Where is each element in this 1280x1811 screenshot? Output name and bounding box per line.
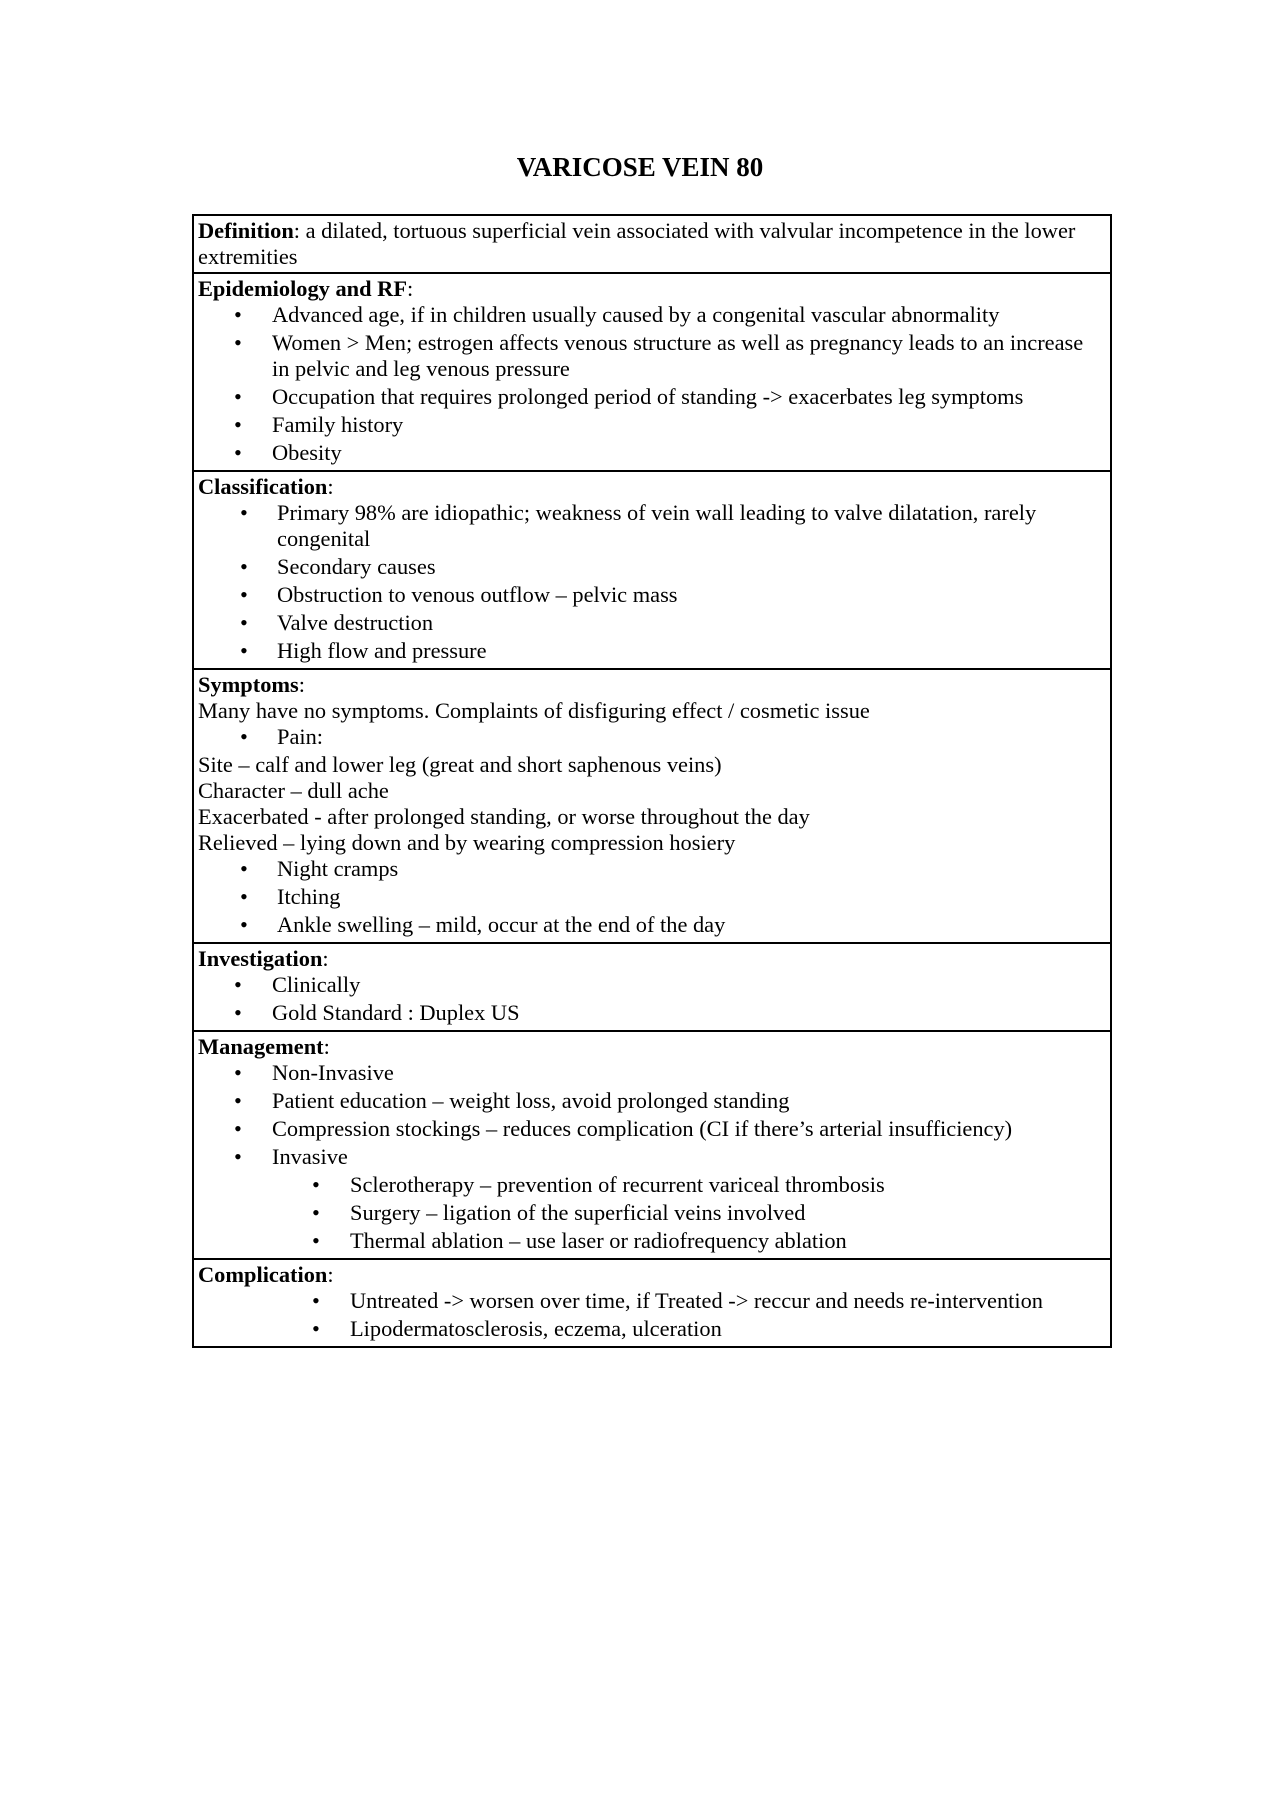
list-item: • Non-Invasive [198, 1060, 1106, 1086]
pain-relieved: Relieved – lying down and by wearing compression hosiery [198, 830, 736, 855]
list-item: • Ankle swelling – mild, occur at the end of the day [198, 912, 1106, 938]
epidemiology-heading: Epidemiology and RF [198, 276, 408, 301]
definition-text: : a dilated, tortuous superficial vein associated with valvular incompetence in the lower extremities [198, 218, 1076, 269]
management-heading-line [198, 1034, 1106, 1060]
list-item: • Valve destruction [198, 610, 1106, 636]
definition-heading: Definition [198, 218, 294, 243]
list-item: • Untreated -> worsen over time, if Treated -> reccur and needs re-intervention [198, 1288, 1106, 1314]
list-item: • Primary 98% are idiopathic; weakness of vein wall leading to valve dilatation, rarely congenital [198, 500, 1106, 552]
symptoms-section [194, 668, 1110, 942]
list-item: • Secondary causes [198, 554, 1106, 580]
epidemiology-list [198, 302, 1106, 466]
list-item: • Family history [198, 412, 1106, 438]
list-item: • Patient education – weight loss, avoid prolonged standing [198, 1088, 1106, 1114]
list-item: • Compression stockings – reduces complication (CI if there’s arterial insufficiency) [198, 1116, 1106, 1142]
pain-list [198, 724, 1106, 750]
list-item: • Itching [198, 884, 1106, 910]
list-item: • Obesity [198, 440, 1106, 466]
list-item: • Sclerotherapy – prevention of recurrent variceal thrombosis [198, 1172, 1106, 1198]
definition-section [194, 216, 1110, 272]
management-list [198, 1060, 1106, 1170]
page-title: VARICOSE VEIN 80 [516, 152, 764, 182]
heading-colon: : [327, 1262, 334, 1287]
symptoms-heading-line [198, 672, 1106, 698]
notes-table [192, 214, 1112, 1348]
classification-section [194, 470, 1110, 668]
management-section [194, 1030, 1110, 1258]
symptoms-intro: Many have no symptoms. Complaints of disfiguring effect / cosmetic issue [198, 698, 870, 723]
symptoms-list [198, 856, 1106, 938]
investigation-section [194, 942, 1110, 1030]
pain-site: Site – calf and lower leg (great and short saphenous veins) [198, 752, 722, 777]
investigation-heading: Investigation [198, 946, 323, 971]
list-item: • Lipodermatosclerosis, eczema, ulceration [198, 1316, 1106, 1342]
pain-exacerbated: Exacerbated - after prolonged standing, or worse throughout the day [198, 804, 810, 829]
classification-list [198, 500, 1106, 664]
list-item: • Women > Men; estrogen affects venous structure as well as pregnancy leads to an increase in pelvic and leg venous pressure [198, 330, 1106, 382]
heading-colon: : [407, 276, 414, 301]
management-heading: Management [198, 1034, 324, 1059]
classification-heading-line [198, 474, 1106, 500]
heading-colon: : [323, 1034, 330, 1059]
pain-label: • Pain: [198, 724, 1106, 750]
heading-colon: : [322, 946, 329, 971]
list-item: • Invasive [198, 1144, 1106, 1170]
list-item: • Thermal ablation – use laser or radiofrequency ablation [198, 1228, 1106, 1254]
classification-heading: Classification [198, 474, 328, 499]
list-item: • Obstruction to venous outflow – pelvic mass [198, 582, 1106, 608]
investigation-list [198, 972, 1106, 1026]
complication-heading: Complication [198, 1262, 328, 1287]
pain-character: Character – dull ache [198, 778, 389, 803]
investigation-heading-line [198, 946, 1106, 972]
list-item: • Surgery – ligation of the superficial veins involved [198, 1200, 1106, 1226]
invasive-list [198, 1172, 1106, 1254]
heading-colon: : [327, 474, 334, 499]
list-item: • Occupation that requires prolonged period of standing -> exacerbates leg symptoms [198, 384, 1106, 410]
list-item: • Night cramps [198, 856, 1106, 882]
complication-list [198, 1288, 1106, 1342]
epidemiology-heading-line [198, 276, 1106, 302]
complication-heading-line [198, 1262, 1106, 1288]
list-item: • High flow and pressure [198, 638, 1106, 664]
complication-section [194, 1258, 1110, 1346]
epidemiology-section [194, 272, 1110, 470]
symptoms-heading: Symptoms [198, 672, 299, 697]
list-item: • Advanced age, if in children usually caused by a congenital vascular abnormality [198, 302, 1106, 328]
heading-colon: : [298, 672, 306, 697]
list-item: • Clinically [198, 972, 1106, 998]
list-item: • Gold Standard : Duplex US [198, 1000, 1106, 1026]
